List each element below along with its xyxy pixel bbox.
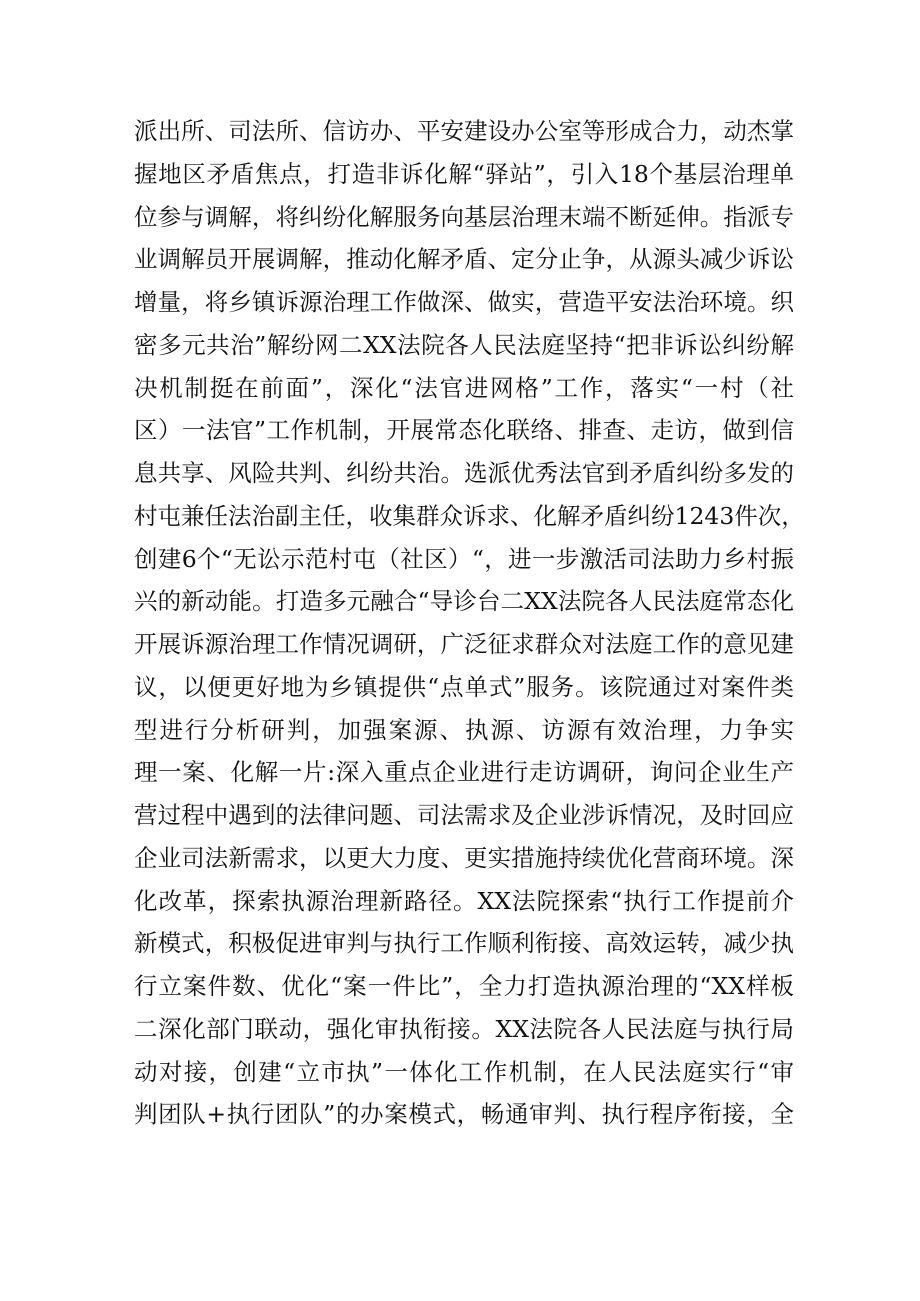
paragraph-line-5: 增量，将乡镇诉源治理工作做深、做实，营造平安法治环境。织 xyxy=(134,288,794,316)
paragraph-line-1: 派出所、司法所、信访办、平安建设办公室等形成合力，动杰掌 xyxy=(134,117,794,145)
paragraph-line-13: 开展诉源治理工作情况调研，广泛征求群众对法庭工作的意见建 xyxy=(134,630,794,658)
paragraph-line-4: 业调解员开展调解，推动化解矛盾、定分止争，从源头减少诉讼 xyxy=(134,245,794,274)
paragraph-line-19: 化改革，探索执源治理新路径。XX法院探索“执行工作提前介 xyxy=(134,886,794,915)
paragraph-line-24: 判团队+执行团队”的办案模式，畅通审判、执行程序衔接，全 xyxy=(134,1100,794,1129)
paragraph-line-10: 村屯兼任法治副主任，收集群众诉求、化解矛盾纠纷1243件次， xyxy=(134,501,805,530)
paragraph-line-23: 动对接，创建“立市执”一体化工作机制，在人民法庭实行“审 xyxy=(134,1057,794,1086)
paragraph-line-16: 理一案、化解一片:深入重点企业进行走访调研，询问企业生产 xyxy=(134,758,794,787)
paragraph-line-21: 行立案件数、优化“案一件比”，全力打造执源治理的“XX样板 xyxy=(134,972,794,1000)
paragraph-line-17: 营过程中遇到的法律问题、司法需求及企业涉诉情况，及时回应 xyxy=(134,801,794,829)
paragraph-line-15: 型进行分析研判，加强案源、执源、访源有效治理，力争实 xyxy=(134,715,794,744)
paragraph-line-2: 握地区矛盾焦点，打造非诉化解“驿站”，引入18个基层治理单 xyxy=(134,159,794,188)
paragraph-line-14: 议，以便更好地为乡镇提供“点单式”服务。该院通过对案件类 xyxy=(134,672,794,701)
paragraph-line-3: 位参与调解，将纠纷化解服务向基层治理末端不断延伸。指派专 xyxy=(134,202,794,231)
paragraph-line-11: 创建6个“无讼示范村屯（社区）“，进一步激活司法助力乡村振 xyxy=(134,544,794,573)
paragraph-line-18: 企业司法新需求，以更大力度、更实措施持续优化营商环境。深 xyxy=(134,843,794,872)
paragraph-line-20: 新模式，积极促进审判与执行工作顺利衔接、高效运转，减少执 xyxy=(134,929,794,958)
paragraph-line-12: 兴的新动能。打造多元融合“导诊台二XX法院各人民法庭常态化 xyxy=(134,587,794,616)
paragraph-line-7: 决机制挺在前面”，深化“法官进网格”工作，落实“一村（社 xyxy=(134,373,794,402)
paragraph-line-22: 二深化部门联动，强化审执衔接。XX法院各人民法庭与执行局 xyxy=(134,1014,794,1043)
body-paragraph xyxy=(134,110,805,1136)
paragraph-line-8: 区）一法官”工作机制，开展常态化联络、排查、走访，做到信 xyxy=(134,416,794,445)
paragraph-line-6: 密多元共治”解纷网二XX法院各人民法庭坚持“把非诉讼纠纷解 xyxy=(134,330,794,359)
paragraph-line-9: 息共享、风险共判、纠纷共治。选派优秀法官到矛盾纠纷多发的 xyxy=(134,459,794,487)
